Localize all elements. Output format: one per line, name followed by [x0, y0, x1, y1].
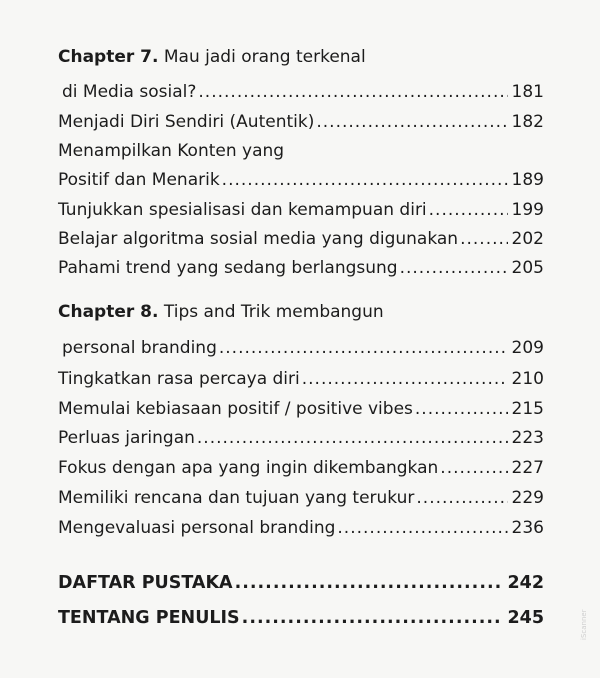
entry-title: Perluas jaringan	[58, 428, 195, 448]
page-number: 215	[511, 399, 544, 419]
dot-leader	[197, 428, 508, 448]
dot-leader	[337, 518, 507, 538]
page-number: 199	[511, 200, 544, 220]
toc-entry	[58, 428, 544, 448]
page-number: 202	[511, 229, 544, 249]
chapter-8-entry	[62, 338, 544, 358]
dot-leader	[222, 170, 508, 190]
entry-title: Memulai kebiasaan positif / positive vibes	[58, 399, 413, 419]
page-number: 229	[511, 488, 544, 508]
dot-leader	[416, 488, 507, 508]
entry-title: Tunjukkan spesialisasi dan kemampuan diri	[58, 200, 427, 220]
chapter-7-title: Mau jadi orang terkenal	[163, 47, 366, 67]
chapter-8-label: Chapter 8.	[58, 302, 159, 322]
entry-title: DAFTAR PUSTAKA	[58, 573, 233, 593]
page-number: 189	[511, 170, 544, 190]
entry-title: Menjadi Diri Sendiri (Autentik)	[58, 112, 315, 132]
toc-entry	[58, 369, 544, 389]
toc-entry	[58, 488, 544, 508]
page-number: 223	[511, 428, 544, 448]
entry-title: Positif dan Menarik	[58, 170, 220, 190]
dot-leader	[415, 399, 508, 419]
chapter-8-title-cont: personal branding	[62, 338, 217, 358]
dot-leader	[316, 112, 507, 132]
chapter-7-title-cont: di Media sosial?	[62, 82, 197, 102]
toc-entry	[58, 229, 544, 249]
toc-entry	[58, 258, 544, 278]
page-number: 205	[511, 258, 544, 278]
entry-title: Fokus dengan apa yang ingin dikembangkan	[58, 458, 439, 478]
page-number: 181	[511, 82, 544, 102]
toc-entry	[58, 458, 544, 478]
chapter-8-heading	[58, 302, 384, 322]
entry-title-line1: Menampilkan Konten yang	[58, 141, 285, 161]
entry-title: Mengevaluasi personal branding	[58, 518, 336, 538]
page-number: 182	[511, 112, 544, 132]
entry-title: TENTANG PENULIS	[58, 608, 240, 628]
page-number: 209	[511, 338, 544, 358]
toc-entry	[58, 518, 544, 538]
toc-entry	[58, 399, 544, 419]
page-number: 236	[511, 518, 544, 538]
dot-leader	[235, 573, 504, 593]
daftar-pustaka-entry	[58, 573, 544, 593]
toc-entry	[58, 200, 544, 220]
scanner-watermark: iScanner	[580, 609, 588, 640]
page-number: 227	[511, 458, 544, 478]
entry-title: Belajar algoritma sosial media yang digunakan	[58, 229, 459, 249]
dot-leader	[460, 229, 507, 249]
entry-title: Memiliki rencana dan tujuan yang terukur	[58, 488, 415, 508]
dot-leader	[440, 458, 507, 478]
chapter-7-label: Chapter 7.	[58, 47, 159, 67]
toc-entry	[58, 170, 544, 190]
entry-title: Tingkatkan rasa percaya diri	[58, 369, 300, 389]
dot-leader	[400, 258, 508, 278]
dot-leader	[219, 338, 508, 358]
page-number: 242	[507, 573, 544, 593]
dot-leader	[198, 82, 507, 102]
dot-leader	[242, 608, 504, 628]
dot-leader	[302, 369, 508, 389]
toc-entry	[58, 112, 544, 132]
tentang-penulis-entry	[58, 608, 544, 628]
page-number: 210	[511, 369, 544, 389]
chapter-7-heading	[58, 47, 366, 67]
dot-leader	[429, 200, 508, 220]
page-number: 245	[507, 608, 544, 628]
chapter-7-entry	[62, 82, 544, 102]
entry-title: Pahami trend yang sedang berlangsung	[58, 258, 398, 278]
chapter-8-title: Tips and Trik membangun	[163, 302, 384, 322]
